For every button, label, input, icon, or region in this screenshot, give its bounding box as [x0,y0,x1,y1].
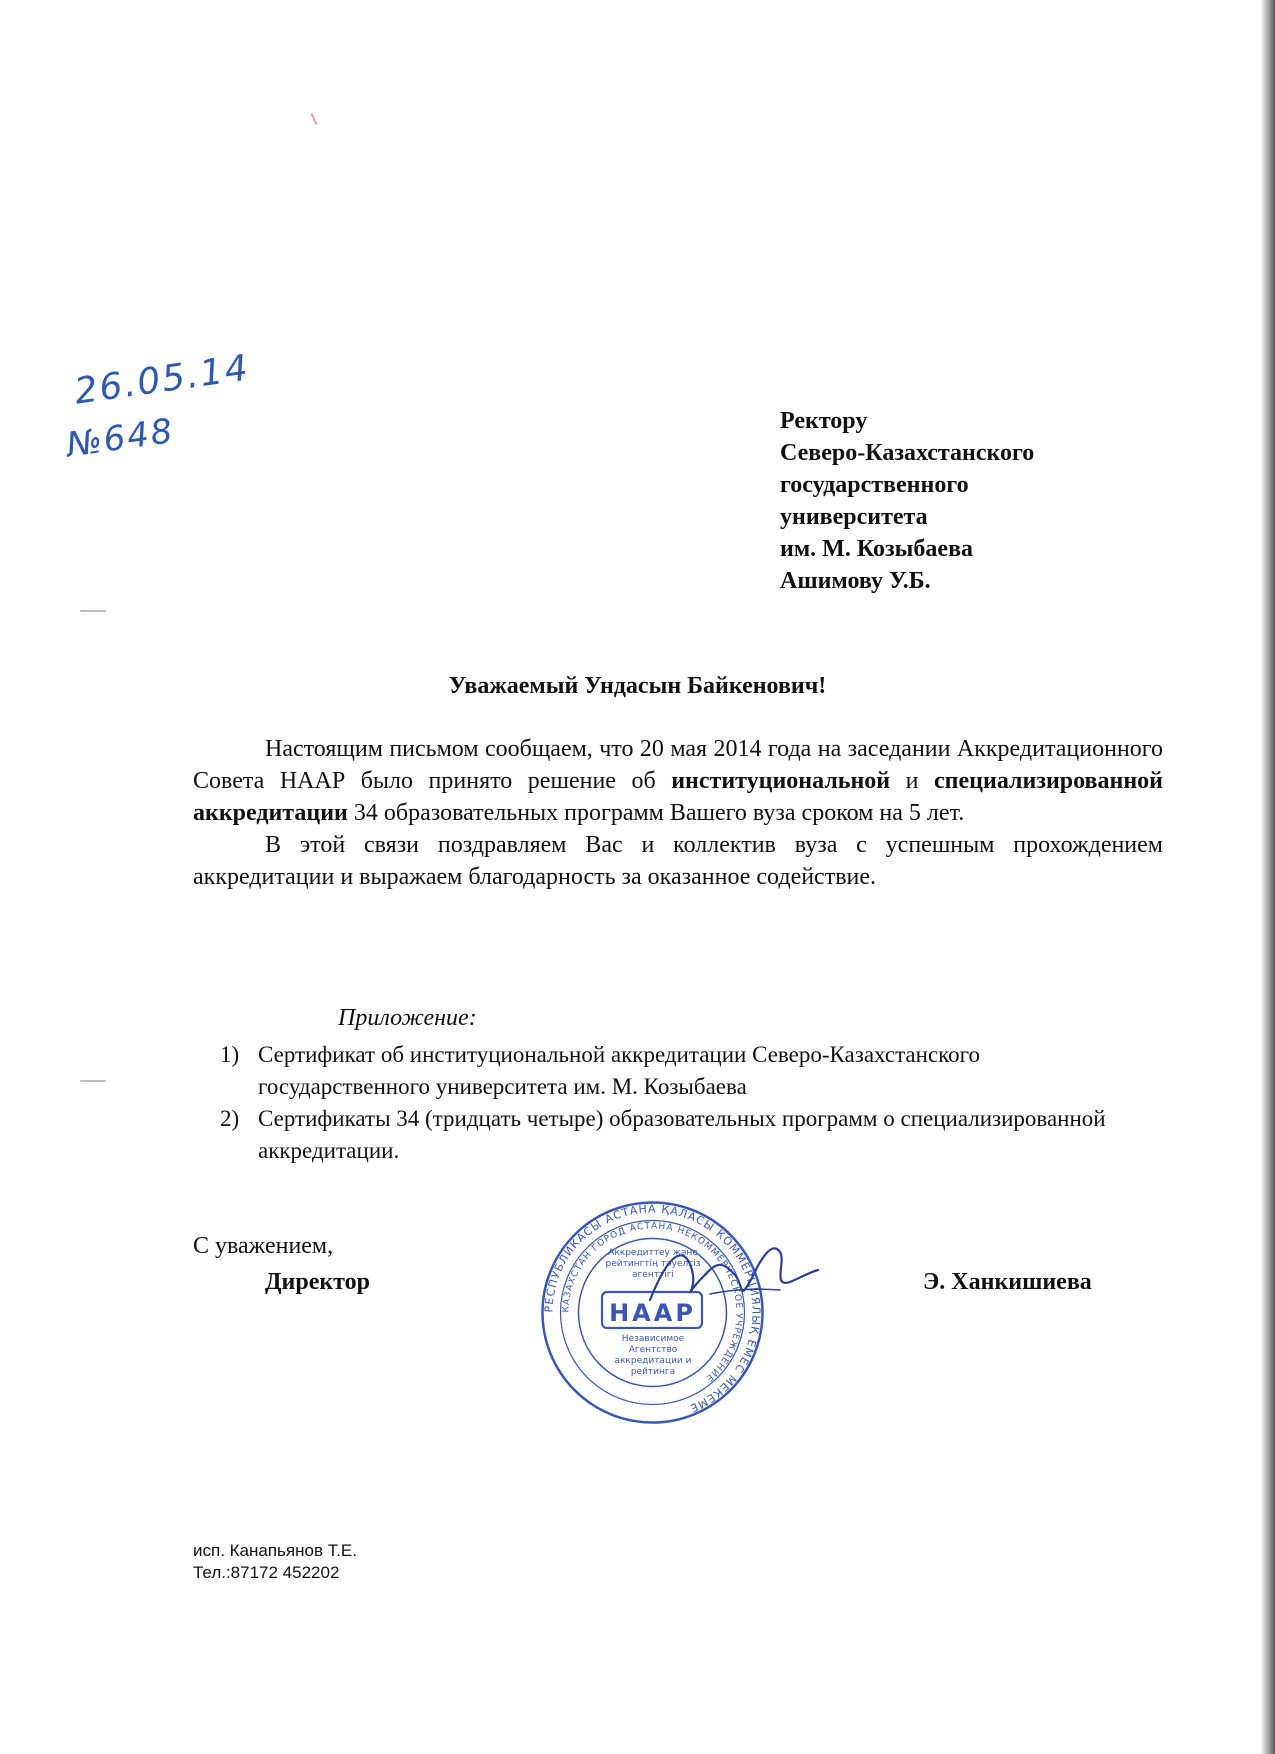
signer-position: Директор [265,1269,370,1295]
scan-mark [80,1080,106,1082]
scan-page-edge [1261,0,1275,1754]
salutation: Уважаемый Ундасын Байкенович! [448,673,827,699]
handwritten-date: 26.05.14 [72,347,253,413]
body-bold-segment: специализированной аккредитации [193,768,1163,826]
executor-name: исп. Канапьянов Т.Е. [193,1541,357,1560]
attachment-number: 1) [220,1042,240,1067]
svg-text:КАЗАХСТАН ГОРОД АСТАНА НЕКОММЕ: КАЗАХСТАН ГОРОД АСТАНА НЕКОММЕРЧЕСКОЕ УЧРЕЖДЕНИЕ [561,1221,744,1384]
addressee-line: Ашимову У.Б. [780,568,931,594]
attachment-text: Сертификаты 34 (тридцать четыре) образовательных программ о специализированной аккредитации. [258,1106,1106,1163]
attachment-item [220,1039,1120,1103]
director-signature [640,1230,820,1320]
addressee-line: им. М. Козыбаева [780,536,974,562]
executor-phone: Тел.:87172 452202 [193,1563,340,1582]
body-paragraph: В этой связи поздравляем Вас и коллектив вуза с успешным прохождением аккредитации и выражаем благодарность за оказанное содействие. [193,832,1163,890]
svg-text:РЕСПУБЛИКАСЫ АСТАНА ҚАЛАСЫ КОМ: РЕСПУБЛИКАСЫ АСТАНА ҚАЛАСЫ КОММЕРЦИЯЛЫҚ ЕМЕС МЕКЕМЕ [542,1202,763,1415]
attachment-number: 2) [220,1106,240,1131]
attachment-text: Сертификат об институциональной аккредитации Северо-Казахстанского государственного университета им. М. Козыбаева [258,1042,981,1099]
letter-body [193,733,1163,893]
body-text-segment: 34 образовательных программ Вашего вуза сроком на 5 лет. [347,800,965,826]
scan-mark [80,610,106,612]
body-bold-segment: институциональной [671,768,891,794]
body-text-segment: и [890,768,935,794]
closing-regards: С уважением, [193,1233,334,1259]
attachments-label: Приложение: [338,1005,477,1031]
addressee-line: Ректору [780,408,868,434]
organization-stamp: РЕСПУБЛИКАСЫ АСТАНА ҚАЛАСЫ КОММЕРЦИЯЛЫҚ ЕМЕС МЕКЕМЕ КАЗАХСТАН ГОРОД АСТАНА НЕКОММЕРЧЕСКОЕ УЧРЕЖДЕНИЕ НААР Аккредиттеу және рейтингтің тәуелсіз агенттігі Независимое Агентство аккредитации и рейтинга [540,1200,765,1425]
body-text-segment: Настоящим письмом сообщаем, что 20 мая 2014 года на заседании Аккредитационного Совета НААР было принято решение об [193,736,1163,794]
signer-name: Э. Ханкишиева [923,1269,1092,1295]
addressee-line: государственного [780,472,969,498]
handwritten-registration-number: №648 [64,410,177,466]
addressee-block [780,405,1034,597]
addressee-line: университета [780,504,928,530]
footer-contacts [193,1540,357,1584]
svg-text:НААР: НААР [609,1299,696,1327]
body-paragraph [193,733,1163,829]
attachments-list [220,1039,1120,1167]
addressee-line: Северо-Казахстанского [780,440,1035,466]
scan-mark [311,113,318,125]
attachment-item [220,1103,1120,1167]
